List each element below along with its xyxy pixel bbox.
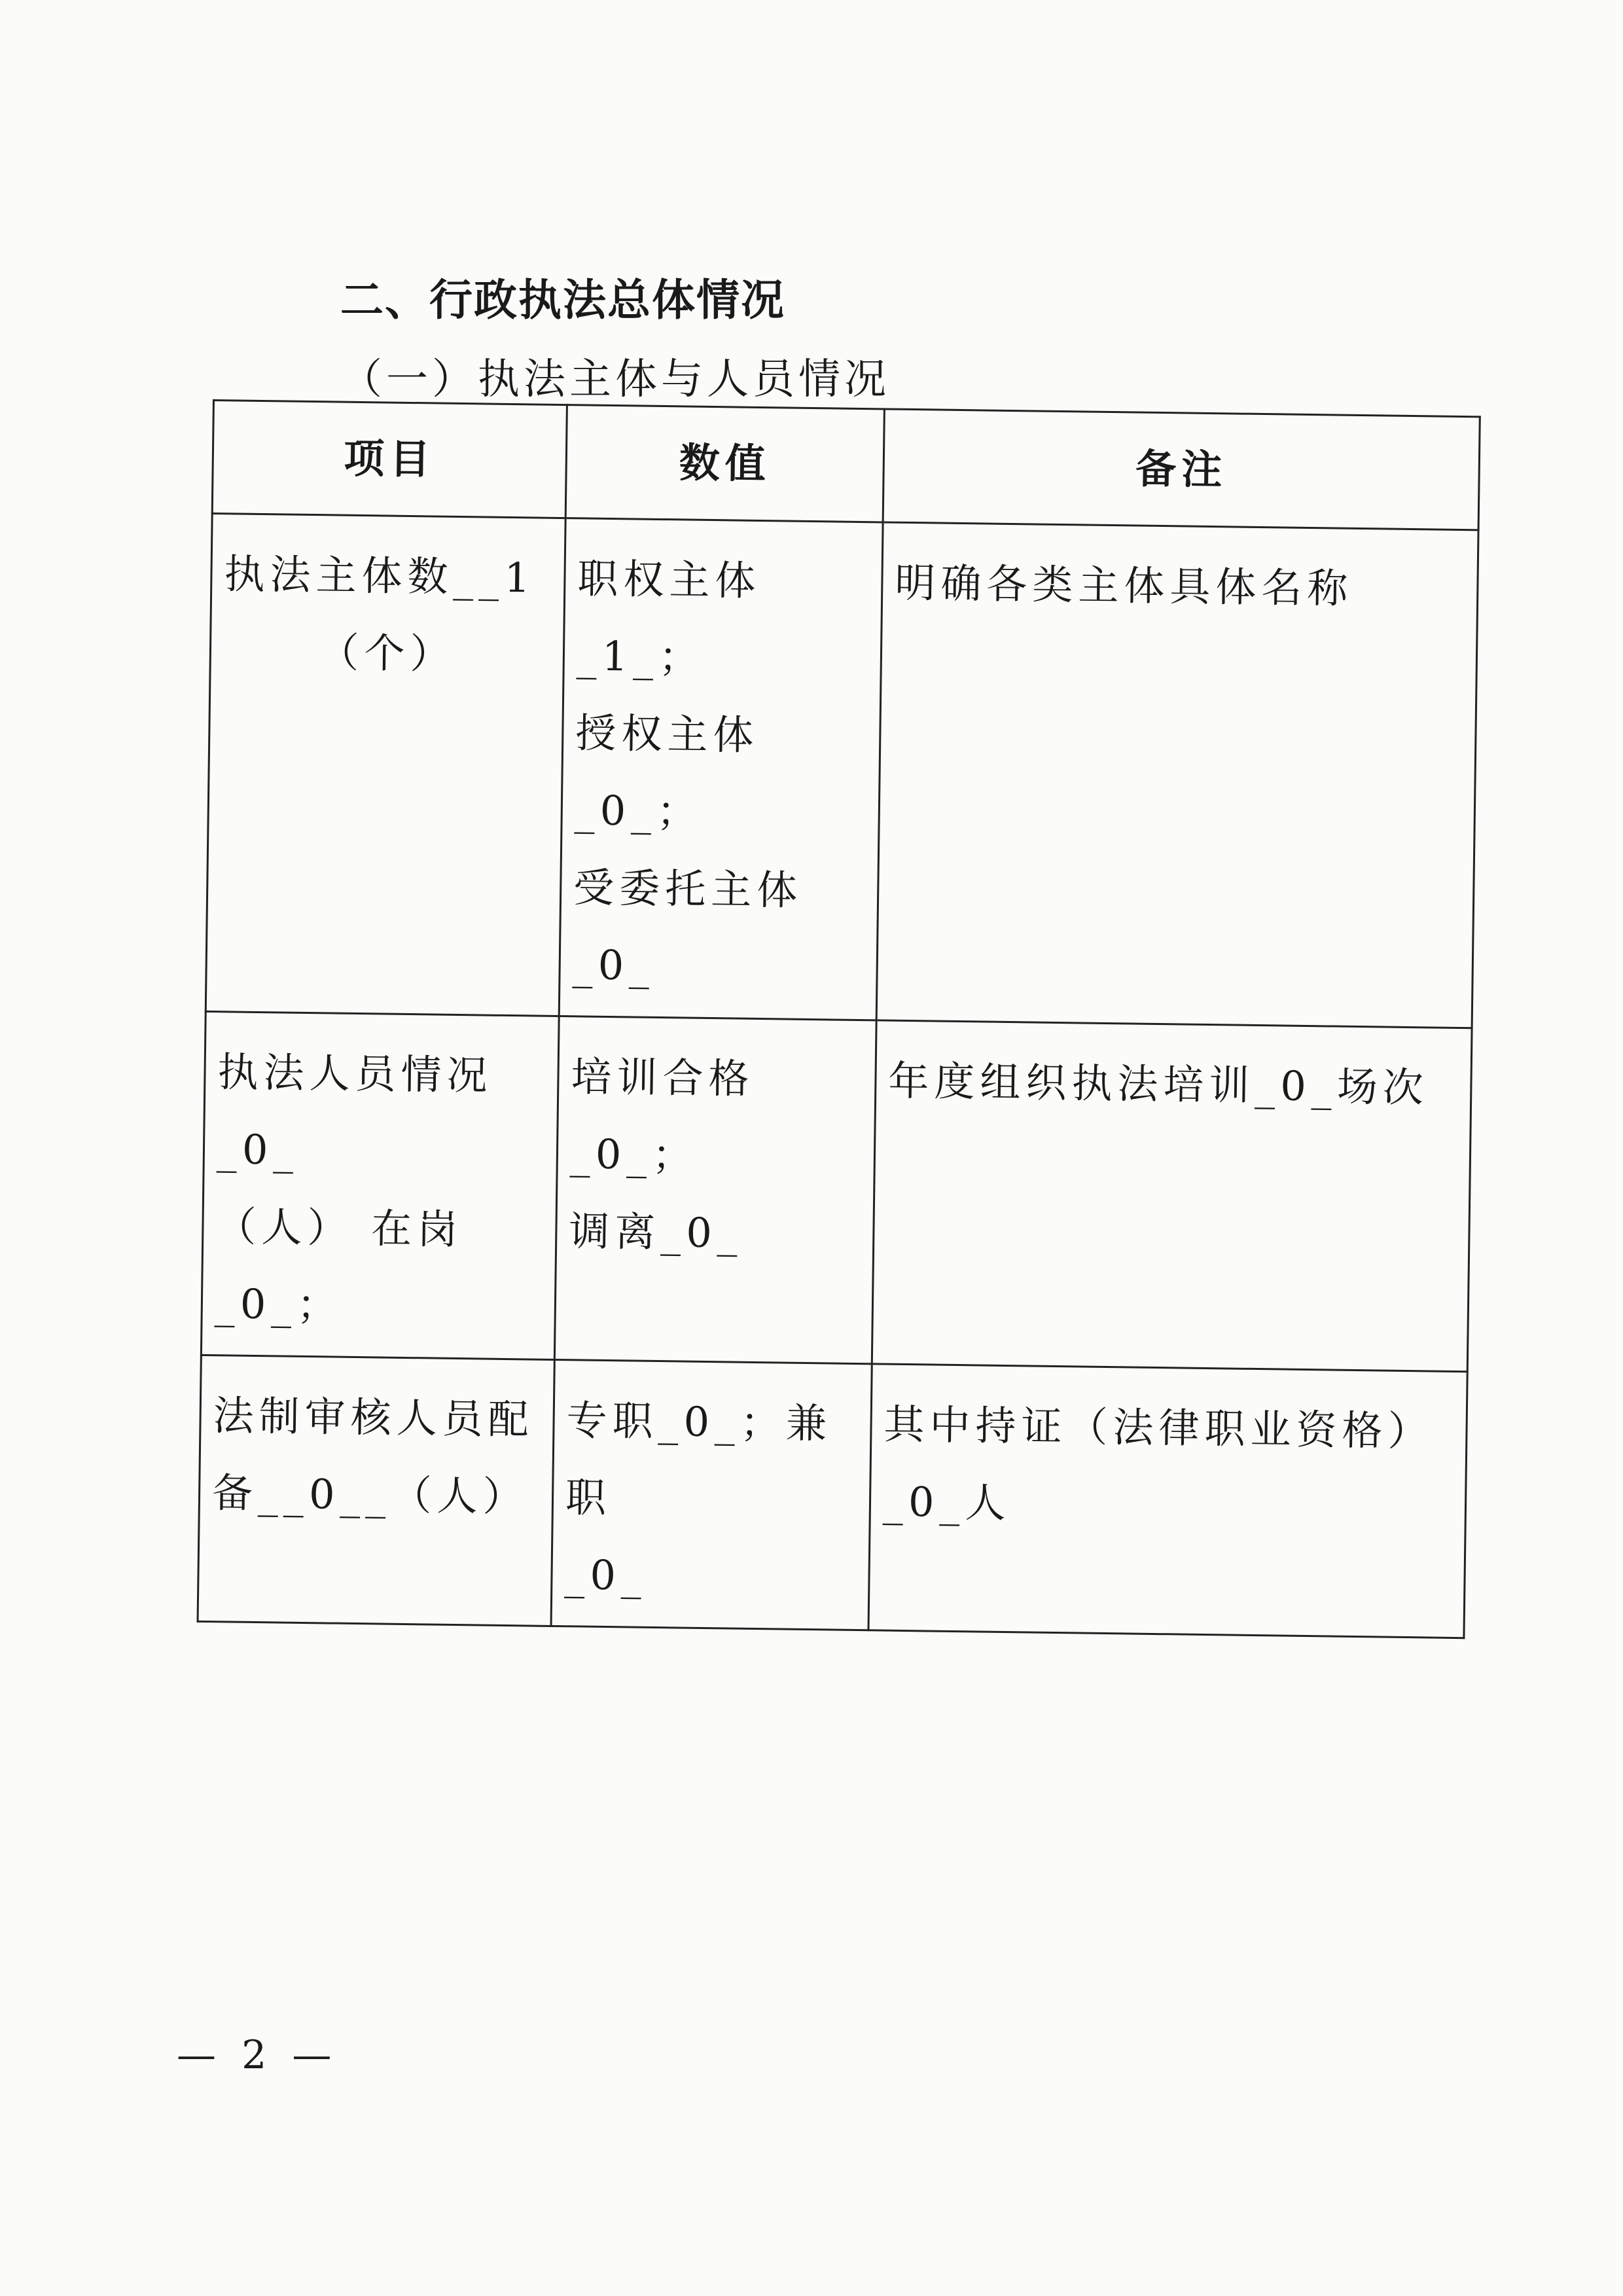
cell-note bbox=[872, 1020, 1472, 1372]
cell-line: 授权主体_0_； bbox=[574, 709, 759, 836]
cell-line: 调离_0_ bbox=[568, 1207, 743, 1257]
table-row bbox=[198, 1355, 1467, 1638]
cell-line: 职权主体_1_； bbox=[576, 554, 761, 681]
enforcement-table bbox=[197, 399, 1481, 1639]
cell-item bbox=[201, 1011, 559, 1359]
table-header-row bbox=[212, 401, 1480, 530]
cell-line: 备__0__（人） bbox=[211, 1469, 529, 1521]
cell-value bbox=[554, 1016, 876, 1364]
cell-line: 其中持证（法律职业资格） bbox=[883, 1400, 1435, 1456]
cell-line: 培训合格_0_； bbox=[569, 1052, 755, 1179]
cell-note bbox=[876, 522, 1478, 1028]
cell-line: 年度组织执法培训_0_场次 bbox=[887, 1056, 1429, 1112]
cell-value bbox=[551, 1359, 872, 1630]
table-row bbox=[205, 514, 1478, 1028]
cell-line: （个） bbox=[317, 628, 456, 678]
header-note: 备注 bbox=[883, 409, 1480, 530]
cell-line: _0_ bbox=[564, 1551, 647, 1600]
enforcement-table-container bbox=[197, 399, 1479, 1639]
cell-line: 受委托主体_0_ bbox=[572, 863, 803, 990]
cell-line: _0_人 bbox=[882, 1477, 1011, 1528]
header-value: 数值 bbox=[565, 405, 884, 522]
cell-note bbox=[868, 1364, 1467, 1638]
page-number: — 2 — bbox=[177, 2032, 338, 2078]
cell-value bbox=[559, 518, 883, 1020]
table-row bbox=[201, 1011, 1472, 1371]
cell-line: 法制审核人员配 bbox=[213, 1391, 535, 1444]
header-item: 项目 bbox=[212, 401, 567, 518]
cell-line: 明确各类主体具体名称 bbox=[894, 558, 1353, 613]
section-heading: 二、行政执法总体情况 bbox=[340, 275, 785, 325]
sub-heading: （一）执法主体与人员情况 bbox=[340, 355, 890, 404]
cell-line: 执法主体数__1 bbox=[224, 550, 536, 602]
cell-item bbox=[198, 1355, 554, 1626]
cell-line: （人） 在岗_0_； bbox=[214, 1202, 463, 1329]
cell-line: 执法人员情况_0_ bbox=[216, 1048, 493, 1174]
cell-item bbox=[205, 514, 565, 1016]
cell-line: 专职_0_；兼职 bbox=[565, 1396, 832, 1522]
